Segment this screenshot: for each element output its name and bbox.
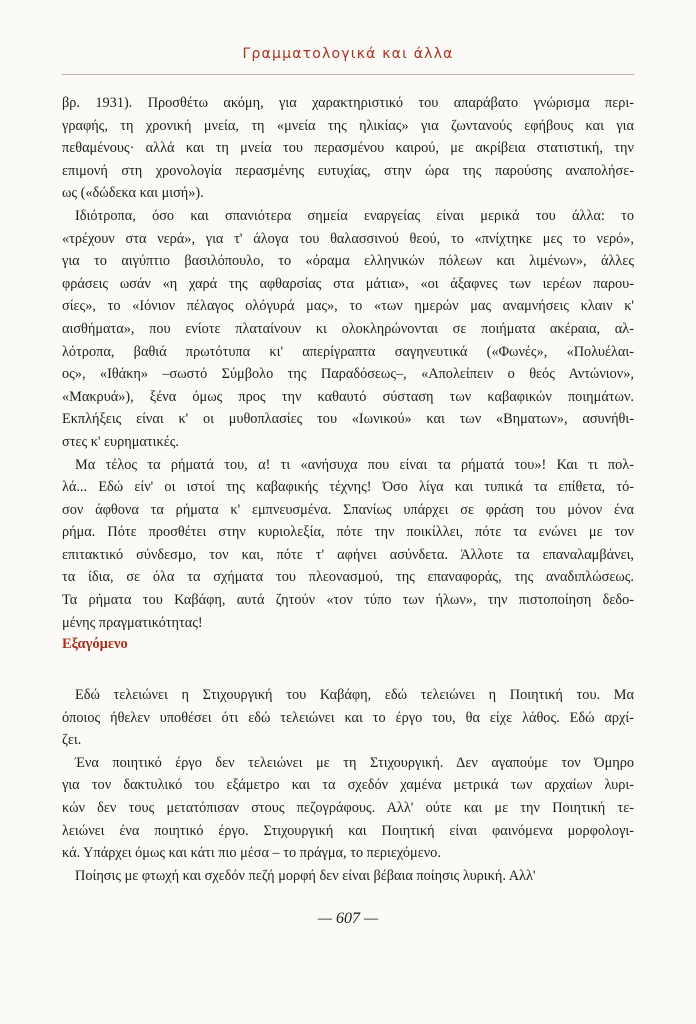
- text-line: Εκπλήξεις είναι κ' οι μυθοπλασίες του «Ιωνικού» και των «Βηματων», ασυνήθι-: [62, 411, 634, 428]
- body-text-lower: [62, 684, 634, 887]
- text-line: «Μακρυά»), ξένα όμως προς την καθαυτό σύσταση των καβαφικών ποιημάτων.: [62, 388, 634, 405]
- text-line: Ιδιότροπα, όσο και σπανιότερα σημεία εναργείας είναι μερικά του άλλα: το: [75, 207, 634, 224]
- text-line: ζει.: [62, 732, 82, 749]
- text-line: Ένα ποιητικό έργο δεν τελειώνει με τη Στιχουργική. Δεν αγαπούμε τον Όμηρο: [75, 754, 634, 771]
- body-text-upper: [62, 92, 634, 634]
- text-line: Τα ρήματα του Καβάφη, αυτά ζητούν «τον τύπο των ήλων», την πιστοποίηση δεδο-: [62, 592, 634, 609]
- text-line: λειώνει ένα ποιητικό έργο. Στιχουργική και Ποιητική είναι φαινόμενα μορφολογι-: [62, 822, 634, 839]
- page-number: — 607 —: [317, 910, 379, 927]
- text-line: Εδώ τελειώνει η Στιχουργική του Καβάφη, εδώ τελειώνει η Ποιητική του. Μα: [75, 687, 634, 703]
- text-line: γραφής, τη χρονική μνεία, τη «μνεία της ηλικίας» για ζωντανούς εφήβους και για: [62, 117, 634, 134]
- text-line: επιμονή στη χρονολογία περασμένης ευτυχίας, στην ώρα της παρούσης αναπολήσε-: [62, 162, 634, 179]
- text-line: σον άφθονα τα ρήματα κ' εμπνευσμένα. Σπανίως υπάρχει σε φράση του μόνον ένα: [62, 501, 634, 518]
- text-line: αισθήματα», που ενίοτε πλαταίνουν κι ολοκληρώνονται σε ποιήματα ακέραια, αλ-: [62, 320, 634, 337]
- text-line: «τρέχουν στα νερά», για τ' άλογα του θαλασσινού θεού, το «πνίχτηκε μες το νερό»,: [62, 230, 634, 247]
- text-line: στες κ' ευρηματικές.: [62, 433, 179, 450]
- text-line: φράσεις ωσάν «η χαρά της αφθαρσίας στα μάτια», «οι άξαφνες των ιερέων παρου-: [62, 275, 634, 292]
- text-line: για το αιγύπτιο βασιλόπουλο, το «όραμα ελληνικών πόλεων και λιμένων», άλλες: [62, 253, 634, 270]
- header-rule: [62, 74, 634, 75]
- text-line: λά... Εδώ είν' οι ιστοί της καβαφικής τέχνης! Όσο λίγα και τυπικά τα επίθετα, τό-: [62, 479, 634, 496]
- section-heading: Εξαγόμενο: [62, 636, 128, 652]
- text-line: κών δεν τους μετατόπισαν στους πεζογράφους. Αλλ' ούτε και με την Ποιητική τε-: [62, 799, 634, 816]
- text-line: μένης πραγματικότητας!: [62, 614, 203, 631]
- text-line: σίες», το «Ιόνιον πέλαγος ολόγυρά μας», το «των ημερών μας αναμνήσεις κλαιν κ': [62, 298, 634, 315]
- text-line: λότροπα, βαθιά πρωτότυπα κι' απερίγραπτα σαγηνευτικά («Φωνές», «Πολυέλαι-: [62, 343, 634, 360]
- text-line: τα ίδια, σε όλα τα σχήματα του πλεονασμού, της επαναφοράς, της αναδιπλώσεως.: [62, 569, 634, 586]
- text-line: Ποίησις με φτωχή και σχεδόν πεζή μορφή δεν είναι βέβαια ποίησις λυρική. Αλλ': [75, 867, 536, 884]
- text-line: ος», «Ιθάκη» –σωστό Σύμβολο της Παραδόσεως–, «Απολείπειν ο θεός Αντώνιον»,: [62, 366, 634, 383]
- text-line: ως («δώδεκα και μισή»).: [62, 185, 204, 202]
- text-line: πεθαμένους· αλλά και τη μνεία του περασμένου καιρού, με ακρίβεια στατιστική, την: [62, 140, 634, 157]
- text-line: για τον δακτυλικό του εξάμετρο και τα σχεδόν χαμένα μετρικά των αρχαίων λυρι-: [62, 777, 634, 794]
- text-line: κά. Υπάρχει όμως και κάτι πιο μέσα – το πράγμα, το περιεχόμενο.: [62, 845, 441, 862]
- text-line: βρ. 1931). Προσθέτω ακόμη, για χαρακτηριστικό του απαράβατο γνώρισμα περι-: [62, 95, 634, 111]
- running-header: Γραμματολογικά και άλλα: [242, 46, 454, 62]
- text-line: ρήμα. Πότε προσθέτει στην κυριολεξία, πότε την ποικίλλει, πότε τα ενώνει με τον: [62, 524, 634, 541]
- text-line: επιτακτικό σύνδεσμο, τον και, πότε τ' αφήνει ασύνδετα. Άλλοτε τα επαναλαμβάνει,: [62, 546, 634, 563]
- text-line: Μα τέλος τα ρήματά του, α! τι «ανήσυχα που είναι τα ρήματά του»! Και τι πολ-: [75, 456, 634, 473]
- text-line: όποιος ήθελεν υποθέσει ότι εδώ τελειώνει και το έργο του, θα είχε λάθος. Εδώ αρχί-: [62, 709, 634, 726]
